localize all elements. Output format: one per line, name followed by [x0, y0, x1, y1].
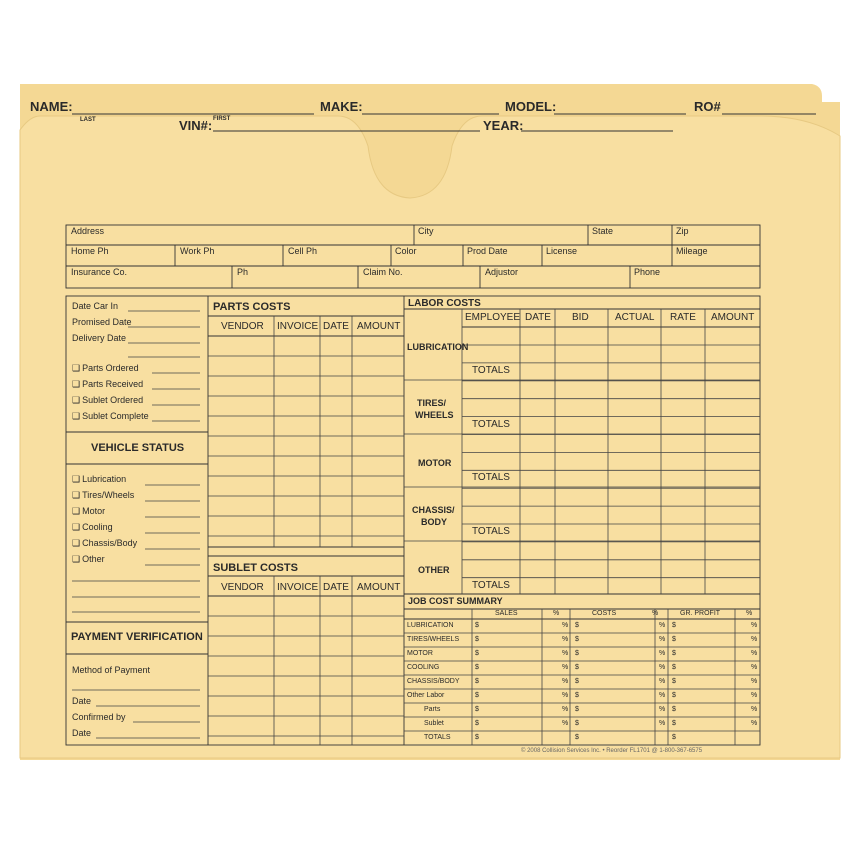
summary-percent-sign: %	[751, 720, 758, 727]
labor-totals-3: TOTALS	[472, 472, 510, 483]
summary-dollar-sign: $	[575, 678, 579, 685]
parts-col-amount: AMOUNT	[357, 321, 401, 332]
parts-col-date: DATE	[323, 321, 349, 332]
summary-dollar-sign: $	[672, 692, 676, 699]
summary-percent-sign: %	[659, 664, 666, 671]
sublet-col-vendor: VENDOR	[221, 582, 264, 593]
pay-date-label: Date	[72, 696, 92, 706]
insurance-label: Insurance Co.	[71, 267, 128, 277]
first-label: FIRST	[213, 116, 231, 122]
labor-totals-5: TOTALS	[472, 580, 510, 591]
summary-col-pct1: %	[553, 610, 560, 617]
vin-label: VIN#:	[179, 118, 213, 133]
summary-row-label: LUBRICATION	[407, 622, 454, 629]
summary-row-label: TIRES/WHEELS	[407, 636, 460, 643]
summary-percent-sign: %	[659, 678, 666, 685]
summary-dollar-sign: $	[575, 636, 579, 643]
labor-col-amount: AMOUNT	[711, 312, 755, 323]
summary-dollar-sign: $	[575, 706, 579, 713]
summary-dollar-sign: $	[672, 678, 676, 685]
labor-totals-2: TOTALS	[472, 419, 510, 430]
summary-percent-sign: %	[659, 720, 666, 727]
summary-dollar-sign: $	[475, 692, 479, 699]
summary-col-pct3: %	[746, 610, 753, 617]
color-label: Color	[395, 246, 417, 256]
delivery-date-label: Delivery Date	[72, 333, 127, 343]
labor-totals-4: TOTALS	[472, 526, 510, 537]
summary-percent-sign: %	[562, 692, 569, 699]
summary-col-sales: SALES	[495, 610, 518, 617]
summary-percent-sign: %	[751, 706, 758, 713]
ins-ph-label: Ph	[237, 267, 249, 277]
method-label: Method of Payment	[72, 665, 151, 675]
labor-col-bid: BID	[572, 312, 589, 323]
year-label: YEAR:	[483, 118, 524, 133]
summary-percent-sign: %	[562, 720, 569, 727]
home-ph-label: Home Ph	[71, 246, 109, 256]
status-chassis-check[interactable]: ❑ Chassis/Body	[72, 539, 137, 548]
labor-col-rate: RATE	[670, 312, 696, 323]
summary-dollar-sign: $	[575, 650, 579, 657]
summary-dollar-sign: $	[475, 664, 479, 671]
make-label: MAKE:	[320, 99, 363, 114]
labor-cat-wheels: WHEELS	[415, 410, 454, 420]
labor-costs-title: LABOR COSTS	[408, 298, 481, 309]
summary-dollar-sign: $	[475, 622, 479, 629]
summary-dollar-sign: $	[475, 706, 479, 713]
summary-row-label: COOLING	[407, 664, 440, 671]
address-label: Address	[71, 226, 105, 236]
city-label: City	[418, 226, 434, 236]
summary-dollar-sign: $	[575, 664, 579, 671]
summary-row-label: Parts	[424, 706, 441, 713]
cell-ph-label: Cell Ph	[288, 246, 318, 256]
sublet-complete-check[interactable]: ❑ Sublet Complete	[72, 412, 149, 421]
summary-dollar-sign: $	[672, 720, 676, 727]
sublet-ordered-check[interactable]: ❑ Sublet Ordered	[72, 396, 143, 405]
summary-dollar-sign: $	[475, 650, 479, 657]
parts-col-vendor: VENDOR	[221, 321, 264, 332]
status-motor-check[interactable]: ❑ Motor	[72, 507, 105, 516]
summary-percent-sign: %	[751, 650, 758, 657]
labor-cat-motor: MOTOR	[418, 458, 452, 468]
summary-percent-sign: %	[751, 692, 758, 699]
ro-label: RO#	[694, 99, 721, 114]
confirmed-label: Confirmed by	[72, 712, 126, 722]
summary-dollar-sign: $	[672, 706, 676, 713]
parts-received-check[interactable]: ❑ Parts Received	[72, 380, 143, 389]
parts-costs-title: PARTS COSTS	[213, 301, 291, 313]
parts-col-invoice: INVOICE	[277, 321, 319, 332]
summary-dollar-sign: $	[475, 720, 479, 727]
mileage-label: Mileage	[676, 246, 708, 256]
work-ph-label: Work Ph	[180, 246, 215, 256]
labor-cat-chassis: CHASSIS/	[412, 505, 455, 515]
summary-percent-sign: %	[562, 650, 569, 657]
last-label: LAST	[80, 117, 96, 123]
summary-percent-sign: %	[562, 636, 569, 643]
labor-cat-lubrication: LUBRICATION	[407, 342, 469, 352]
summary-row-label: Sublet	[424, 720, 444, 727]
summary-percent-sign: %	[751, 664, 758, 671]
summary-percent-sign: %	[751, 678, 758, 685]
summary-col-costs: COSTS	[592, 610, 617, 617]
summary-percent-sign: %	[659, 650, 666, 657]
footer-copyright: © 2008 Collision Services Inc. • Reorder FL1701 @ 1-800-367-6575	[521, 748, 703, 754]
summary-dollar-sign: $	[475, 734, 479, 741]
sublet-col-date: DATE	[323, 582, 349, 593]
zip-label: Zip	[676, 226, 689, 236]
payment-title: PAYMENT VERIFICATION	[71, 631, 203, 643]
summary-dollar-sign: $	[475, 678, 479, 685]
status-lubrication-check[interactable]: ❑ Lubrication	[72, 475, 126, 484]
name-label: NAME:	[30, 99, 73, 114]
summary-col-profit: GR. PROFIT	[680, 610, 721, 617]
model-label: MODEL:	[505, 99, 557, 114]
summary-dollar-sign: $	[475, 636, 479, 643]
summary-percent-sign: %	[751, 636, 758, 643]
summary-percent-sign: %	[659, 692, 666, 699]
summary-percent-sign: %	[562, 664, 569, 671]
labor-totals-1: TOTALS	[472, 365, 510, 376]
summary-percent-sign: %	[659, 636, 666, 643]
labor-cat-tires: TIRES/	[417, 398, 447, 408]
summary-row-label: TOTALS	[424, 734, 451, 741]
summary-percent-sign: %	[751, 622, 758, 629]
status-cooling-check[interactable]: ❑ Cooling	[72, 523, 113, 532]
summary-dollar-sign: $	[575, 720, 579, 727]
summary-dollar-sign: $	[672, 664, 676, 671]
sublet-col-amount: AMOUNT	[357, 582, 401, 593]
labor-col-actual: ACTUAL	[615, 312, 655, 323]
labor-col-date: DATE	[525, 312, 551, 323]
summary-dollar-sign: $	[575, 692, 579, 699]
folder-pocket-front	[20, 116, 840, 758]
summary-dollar-sign: $	[672, 622, 676, 629]
summary-percent-sign: %	[659, 622, 666, 629]
summary-row-label: MOTOR	[407, 650, 433, 657]
prod-date-label: Prod Date	[467, 246, 508, 256]
summary-dollar-sign: $	[672, 734, 676, 741]
labor-cat-body: BODY	[421, 517, 448, 527]
parts-ordered-check[interactable]: ❑ Parts Ordered	[72, 364, 139, 373]
summary-percent-sign: %	[562, 622, 569, 629]
summary-dollar-sign: $	[575, 734, 579, 741]
labor-col-employee: EMPLOYEE	[465, 312, 521, 323]
adjustor-label: Adjustor	[485, 267, 519, 277]
date-car-in-label: Date Car In	[72, 301, 119, 311]
claim-label: Claim No.	[363, 267, 403, 277]
sublet-costs-title: SUBLET COSTS	[213, 562, 298, 574]
summary-dollar-sign: $	[672, 636, 676, 643]
status-other-check[interactable]: ❑ Other	[72, 555, 105, 564]
vehicle-status-title: VEHICLE STATUS	[91, 442, 185, 454]
license-label: License	[546, 246, 578, 256]
summary-percent-sign: %	[659, 706, 666, 713]
summary-row-label: CHASSIS/BODY	[407, 678, 460, 685]
summary-percent-sign: %	[562, 678, 569, 685]
summary-percent-sign: %	[562, 706, 569, 713]
sublet-col-invoice: INVOICE	[277, 582, 319, 593]
summary-dollar-sign: $	[575, 622, 579, 629]
confirm-date-label: Date	[72, 728, 92, 738]
summary-title: JOB COST SUMMARY	[408, 596, 503, 606]
phone-label: Phone	[634, 267, 661, 277]
promised-date-label: Promised Date	[72, 317, 132, 327]
labor-cat-other: OTHER	[418, 565, 450, 575]
status-tires-check[interactable]: ❑ Tires/Wheels	[72, 491, 134, 500]
summary-row-label: Other Labor	[407, 692, 445, 699]
summary-col-pct2: %	[652, 610, 659, 617]
state-label: State	[592, 226, 614, 236]
summary-dollar-sign: $	[672, 650, 676, 657]
